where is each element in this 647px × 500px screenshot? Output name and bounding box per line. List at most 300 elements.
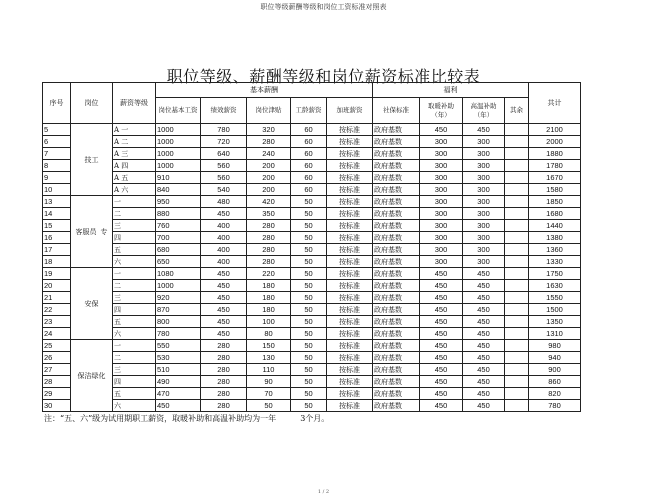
cell-social: 政府基数 (373, 328, 420, 340)
cell-seniority: 60 (291, 148, 327, 160)
cell-heat-sub: 450 (463, 292, 505, 304)
table-row (43, 184, 581, 196)
header-allowance: 岗位津贴 (247, 98, 291, 124)
cell-heating: 450 (420, 316, 463, 328)
cell-overtime: 按标准 (327, 184, 373, 196)
cell-allowance: 180 (247, 280, 291, 292)
cell-seq: 28 (43, 376, 71, 388)
cell-allowance: 280 (247, 220, 291, 232)
cell-base: 760 (156, 220, 201, 232)
cell-overtime: 按标准 (327, 292, 373, 304)
cell-seq: 10 (43, 184, 71, 196)
cell-allowance: 240 (247, 148, 291, 160)
table-row (43, 136, 581, 148)
cell-social: 政府基数 (373, 124, 420, 136)
cell-heating: 300 (420, 160, 463, 172)
page-header: 职位等级薪酬等级和岗位工资标准对照表 (260, 3, 387, 11)
post-label: 安保 (84, 299, 99, 308)
cell-allowance: 200 (247, 184, 291, 196)
table-row (43, 388, 581, 400)
cell-allowance: 180 (247, 304, 291, 316)
cell-total: 2100 (529, 124, 581, 136)
cell-seq: 27 (43, 364, 71, 376)
cell-other (505, 292, 529, 304)
cell-seniority: 50 (291, 304, 327, 316)
cell-seniority: 60 (291, 184, 327, 196)
cell-total: 1780 (529, 160, 581, 172)
cell-heating: 300 (420, 172, 463, 184)
table-row (43, 304, 581, 316)
cell-total: 1550 (529, 292, 581, 304)
cell-seq: 6 (43, 136, 71, 148)
cell-allowance: 70 (247, 388, 291, 400)
cell-seq: 9 (43, 172, 71, 184)
cell-perf: 450 (201, 280, 247, 292)
cell-grade: A 五 (113, 172, 156, 184)
cell-social: 政府基数 (373, 172, 420, 184)
cell-overtime: 按标准 (327, 340, 373, 352)
cell-other (505, 280, 529, 292)
cell-heating: 450 (420, 364, 463, 376)
cell-allowance: 200 (247, 160, 291, 172)
page-number: 1 / 2 (317, 489, 330, 495)
cell-other (505, 268, 529, 280)
cell-other (505, 172, 529, 184)
cell-other (505, 316, 529, 328)
cell-seniority: 50 (291, 280, 327, 292)
cell-base: 470 (156, 388, 201, 400)
table-row (43, 280, 581, 292)
cell-allowance: 80 (247, 328, 291, 340)
cell-social: 政府基数 (373, 340, 420, 352)
cell-overtime: 按标准 (327, 160, 373, 172)
cell-base: 510 (156, 364, 201, 376)
footnote-tail: 3个月。 (300, 414, 330, 423)
cell-seq: 13 (43, 196, 71, 208)
cell-heating: 450 (420, 268, 463, 280)
cell-social: 政府基数 (373, 316, 420, 328)
cell-heating: 450 (420, 388, 463, 400)
cell-social: 政府基数 (373, 352, 420, 364)
cell-base: 800 (156, 316, 201, 328)
table-row (43, 364, 581, 376)
cell-other (505, 364, 529, 376)
cell-heat-sub: 450 (463, 376, 505, 388)
cell-base: 780 (156, 328, 201, 340)
header-basic-group: 基本薪酬 (156, 83, 373, 98)
table-row (43, 340, 581, 352)
cell-total: 1500 (529, 304, 581, 316)
header-seniority: 工龄薪资 (291, 98, 327, 124)
cell-seq: 26 (43, 352, 71, 364)
cell-heating: 300 (420, 244, 463, 256)
cell-heat-sub: 450 (463, 340, 505, 352)
cell-social: 政府基数 (373, 208, 420, 220)
cell-perf: 450 (201, 328, 247, 340)
cell-heat-sub: 450 (463, 268, 505, 280)
cell-heat-sub: 450 (463, 124, 505, 136)
cell-other (505, 148, 529, 160)
cell-grade: A 一 (113, 124, 156, 136)
cell-allowance: 280 (247, 232, 291, 244)
table-row (43, 160, 581, 172)
cell-overtime: 按标准 (327, 364, 373, 376)
cell-heat-sub: 450 (463, 304, 505, 316)
table-row (43, 148, 581, 160)
cell-heat-sub: 300 (463, 160, 505, 172)
cell-base: 950 (156, 196, 201, 208)
cell-grade: 四 (113, 232, 156, 244)
cell-heating: 450 (420, 292, 463, 304)
cell-allowance: 420 (247, 196, 291, 208)
cell-allowance: 50 (247, 400, 291, 412)
cell-seniority: 50 (291, 388, 327, 400)
cell-grade: 三 (113, 220, 156, 232)
header-perf: 绩效薪资 (201, 98, 247, 124)
cell-social: 政府基数 (373, 196, 420, 208)
cell-seniority: 50 (291, 376, 327, 388)
cell-seq: 15 (43, 220, 71, 232)
cell-seq: 18 (43, 256, 71, 268)
cell-base: 450 (156, 400, 201, 412)
table-row (43, 292, 581, 304)
table-row (43, 244, 581, 256)
cell-other (505, 400, 529, 412)
cell-heating: 300 (420, 208, 463, 220)
cell-base: 1000 (156, 160, 201, 172)
cell-perf: 280 (201, 400, 247, 412)
header-total: 共计 (529, 83, 581, 124)
cell-other (505, 388, 529, 400)
salary-table (42, 82, 581, 412)
cell-overtime: 按标准 (327, 400, 373, 412)
cell-base: 680 (156, 244, 201, 256)
cell-overtime: 按标准 (327, 196, 373, 208)
cell-allowance: 200 (247, 172, 291, 184)
cell-heat-sub: 300 (463, 136, 505, 148)
cell-other (505, 256, 529, 268)
cell-perf: 400 (201, 256, 247, 268)
cell-social: 政府基数 (373, 304, 420, 316)
cell-social: 政府基数 (373, 388, 420, 400)
cell-overtime: 按标准 (327, 268, 373, 280)
cell-post (71, 340, 113, 412)
header-grade: 薪资等级 (113, 83, 156, 124)
cell-perf: 720 (201, 136, 247, 148)
cell-heating: 450 (420, 340, 463, 352)
cell-heat-sub: 300 (463, 220, 505, 232)
cell-perf: 400 (201, 220, 247, 232)
header-overtime: 加班薪资 (327, 98, 373, 124)
cell-total: 1310 (529, 328, 581, 340)
cell-heating: 300 (420, 184, 463, 196)
cell-heating: 300 (420, 220, 463, 232)
cell-grade: 一 (113, 196, 156, 208)
cell-heat-sub: 300 (463, 196, 505, 208)
cell-total: 1440 (529, 220, 581, 232)
footnote (44, 413, 329, 424)
cell-perf: 640 (201, 148, 247, 160)
table-row (43, 376, 581, 388)
cell-base: 1000 (156, 280, 201, 292)
cell-seq: 23 (43, 316, 71, 328)
cell-overtime: 按标准 (327, 352, 373, 364)
cell-heating: 300 (420, 232, 463, 244)
cell-heat-sub: 450 (463, 388, 505, 400)
cell-perf: 280 (201, 340, 247, 352)
cell-total: 1850 (529, 196, 581, 208)
cell-other (505, 244, 529, 256)
cell-social: 政府基数 (373, 184, 420, 196)
page-title: 职位等级、薪酬等级和岗位薪资标准比较表 (166, 67, 481, 86)
cell-seniority: 50 (291, 316, 327, 328)
cell-heat-sub: 450 (463, 316, 505, 328)
cell-overtime: 按标准 (327, 148, 373, 160)
cell-base: 530 (156, 352, 201, 364)
cell-total: 1580 (529, 184, 581, 196)
cell-perf: 450 (201, 208, 247, 220)
cell-perf: 280 (201, 364, 247, 376)
cell-overtime: 按标准 (327, 220, 373, 232)
cell-allowance: 220 (247, 268, 291, 280)
header-heating: 取暖补助（年） (420, 98, 463, 124)
cell-seniority: 50 (291, 292, 327, 304)
cell-seniority: 50 (291, 364, 327, 376)
cell-other (505, 352, 529, 364)
table-row (43, 172, 581, 184)
cell-seniority: 60 (291, 160, 327, 172)
cell-base: 1000 (156, 148, 201, 160)
cell-seniority: 50 (291, 220, 327, 232)
cell-heat-sub: 300 (463, 256, 505, 268)
cell-heating: 450 (420, 328, 463, 340)
cell-social: 政府基数 (373, 256, 420, 268)
cell-grade: 一 (113, 340, 156, 352)
cell-grade: A 三 (113, 148, 156, 160)
cell-base: 840 (156, 184, 201, 196)
cell-overtime: 按标准 (327, 316, 373, 328)
cell-heating: 450 (420, 280, 463, 292)
cell-overtime: 按标准 (327, 304, 373, 316)
cell-total: 1880 (529, 148, 581, 160)
cell-perf: 280 (201, 388, 247, 400)
cell-perf: 780 (201, 124, 247, 136)
cell-grade: 五 (113, 388, 156, 400)
cell-base: 1000 (156, 124, 201, 136)
cell-grade: 六 (113, 400, 156, 412)
cell-other (505, 220, 529, 232)
cell-allowance: 320 (247, 124, 291, 136)
cell-seniority: 50 (291, 352, 327, 364)
cell-total: 1630 (529, 280, 581, 292)
cell-overtime: 按标准 (327, 280, 373, 292)
cell-seniority: 50 (291, 244, 327, 256)
cell-post (71, 196, 113, 268)
cell-overtime: 按标准 (327, 136, 373, 148)
cell-base: 1000 (156, 136, 201, 148)
table-row (43, 316, 581, 328)
cell-heat-sub: 300 (463, 232, 505, 244)
cell-overtime: 按标准 (327, 388, 373, 400)
cell-base: 870 (156, 304, 201, 316)
cell-seq: 16 (43, 232, 71, 244)
cell-post (71, 124, 113, 196)
header-post: 岗位 (71, 83, 113, 124)
cell-grade: 三 (113, 364, 156, 376)
cell-total: 940 (529, 352, 581, 364)
cell-perf: 540 (201, 184, 247, 196)
cell-social: 政府基数 (373, 400, 420, 412)
cell-seq: 8 (43, 160, 71, 172)
cell-heat-sub: 450 (463, 328, 505, 340)
cell-grade: 六 (113, 328, 156, 340)
header-social: 社保标准 (373, 98, 420, 124)
cell-overtime: 按标准 (327, 232, 373, 244)
cell-total: 980 (529, 340, 581, 352)
cell-seq: 19 (43, 268, 71, 280)
cell-other (505, 196, 529, 208)
cell-heating: 300 (420, 256, 463, 268)
cell-grade: 二 (113, 280, 156, 292)
cell-seq: 20 (43, 280, 71, 292)
cell-base: 490 (156, 376, 201, 388)
cell-allowance: 100 (247, 316, 291, 328)
cell-perf: 560 (201, 172, 247, 184)
cell-perf: 560 (201, 160, 247, 172)
cell-heat-sub: 300 (463, 208, 505, 220)
cell-seq: 25 (43, 340, 71, 352)
cell-total: 900 (529, 364, 581, 376)
cell-overtime: 按标准 (327, 328, 373, 340)
table-row (43, 256, 581, 268)
cell-total: 860 (529, 376, 581, 388)
post-label-side: 专 (100, 227, 108, 236)
cell-allowance: 90 (247, 376, 291, 388)
cell-overtime: 按标准 (327, 208, 373, 220)
cell-heat-sub: 300 (463, 244, 505, 256)
cell-perf: 450 (201, 304, 247, 316)
cell-social: 政府基数 (373, 244, 420, 256)
cell-other (505, 184, 529, 196)
cell-perf: 450 (201, 268, 247, 280)
cell-total: 2000 (529, 136, 581, 148)
cell-base: 550 (156, 340, 201, 352)
table-row (43, 208, 581, 220)
cell-heating: 450 (420, 376, 463, 388)
cell-seq: 29 (43, 388, 71, 400)
cell-perf: 480 (201, 196, 247, 208)
cell-overtime: 按标准 (327, 124, 373, 136)
cell-seq: 17 (43, 244, 71, 256)
cell-social: 政府基数 (373, 148, 420, 160)
cell-perf: 450 (201, 292, 247, 304)
cell-grade: 五 (113, 316, 156, 328)
cell-allowance: 150 (247, 340, 291, 352)
cell-grade: A 六 (113, 184, 156, 196)
cell-seq: 14 (43, 208, 71, 220)
cell-social: 政府基数 (373, 376, 420, 388)
table-row (43, 400, 581, 412)
cell-total: 1380 (529, 232, 581, 244)
cell-total: 1360 (529, 244, 581, 256)
cell-grade: 二 (113, 208, 156, 220)
cell-total: 1350 (529, 316, 581, 328)
cell-social: 政府基数 (373, 160, 420, 172)
cell-allowance: 180 (247, 292, 291, 304)
cell-seq: 21 (43, 292, 71, 304)
header-base: 岗位基本工资 (156, 98, 201, 124)
cell-total: 1680 (529, 208, 581, 220)
cell-allowance: 130 (247, 352, 291, 364)
cell-other (505, 124, 529, 136)
cell-other (505, 328, 529, 340)
cell-other (505, 340, 529, 352)
cell-grade: 四 (113, 376, 156, 388)
cell-perf: 280 (201, 376, 247, 388)
cell-seq: 24 (43, 328, 71, 340)
cell-grade: 四 (113, 304, 156, 316)
cell-seniority: 50 (291, 208, 327, 220)
cell-heating: 450 (420, 124, 463, 136)
cell-total: 1670 (529, 172, 581, 184)
table-row (43, 220, 581, 232)
cell-social: 政府基数 (373, 220, 420, 232)
cell-allowance: 350 (247, 208, 291, 220)
cell-grade: 一 (113, 268, 156, 280)
cell-heat-sub: 300 (463, 172, 505, 184)
cell-seniority: 50 (291, 256, 327, 268)
cell-overtime: 按标准 (327, 256, 373, 268)
cell-overtime: 按标准 (327, 244, 373, 256)
cell-heating: 450 (420, 400, 463, 412)
cell-seniority: 50 (291, 268, 327, 280)
cell-perf: 280 (201, 352, 247, 364)
cell-grade: 五 (113, 244, 156, 256)
table-row (43, 268, 581, 280)
cell-social: 政府基数 (373, 136, 420, 148)
cell-social: 政府基数 (373, 364, 420, 376)
cell-grade: 六 (113, 256, 156, 268)
cell-seniority: 50 (291, 196, 327, 208)
cell-seq: 7 (43, 148, 71, 160)
cell-seniority: 50 (291, 400, 327, 412)
cell-heating: 450 (420, 304, 463, 316)
cell-allowance: 280 (247, 136, 291, 148)
header-seq: 序号 (43, 83, 71, 124)
cell-heat-sub: 450 (463, 400, 505, 412)
cell-seniority: 60 (291, 136, 327, 148)
cell-perf: 400 (201, 244, 247, 256)
cell-heat-sub: 450 (463, 364, 505, 376)
cell-seniority: 60 (291, 172, 327, 184)
cell-other (505, 232, 529, 244)
cell-total: 820 (529, 388, 581, 400)
cell-base: 910 (156, 172, 201, 184)
post-label: 保洁绿化 (77, 371, 106, 380)
cell-post (71, 268, 113, 340)
cell-grade: A 二 (113, 136, 156, 148)
cell-overtime: 按标准 (327, 376, 373, 388)
header-other: 其余 (505, 98, 529, 124)
cell-heat-sub: 300 (463, 184, 505, 196)
cell-allowance: 280 (247, 256, 291, 268)
cell-allowance: 110 (247, 364, 291, 376)
cell-seq: 5 (43, 124, 71, 136)
cell-heating: 300 (420, 196, 463, 208)
table-row (43, 124, 581, 136)
cell-social: 政府基数 (373, 232, 420, 244)
cell-perf: 450 (201, 316, 247, 328)
